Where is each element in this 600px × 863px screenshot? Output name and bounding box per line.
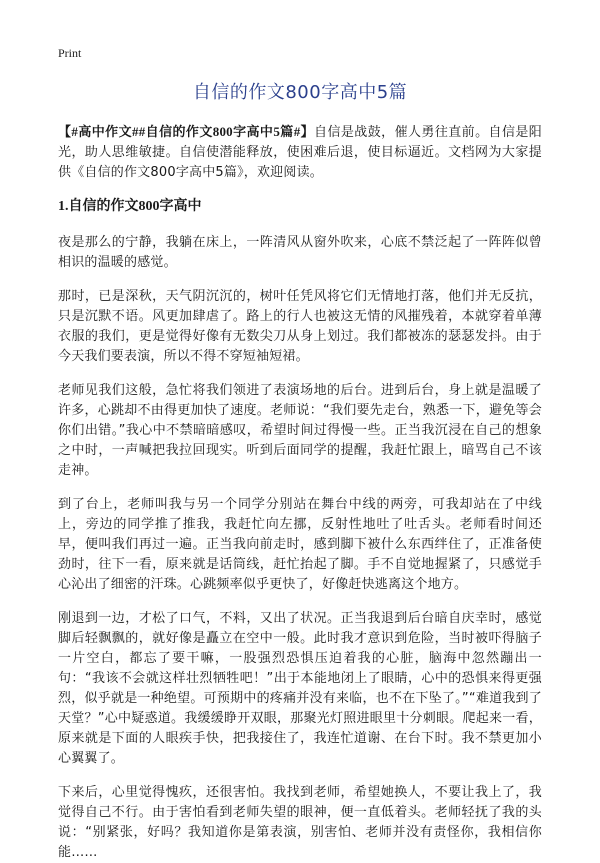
document-body [58, 122, 542, 860]
intro-tag: 【#高中作文##自信的作文800字高中5篇#】 [58, 124, 315, 139]
body-paragraph: 夜是那么的宁静，我躺在床上，一阵清风从窗外吹来，心底不禁泛起了一阵阵似曾相识的温暖的感觉。 [58, 235, 542, 270]
print-label[interactable]: Print [58, 46, 82, 60]
section-heading: 1.自信的作文800字高中 [58, 199, 202, 214]
document-title: 自信的作文800字高中5篇 [192, 82, 408, 103]
body-paragraph: 那时，已是深秋，天气阴沉沉的，树叶任凭风将它们无情地打落，他们并无反抗，只是沉默不语。风更加肆虐了。路上的行人也被这无情的风摧残着，本就穿着单薄衣服的我们，更是觉得好像有无数尖刀从身上划过。我们都被冻的瑟瑟发抖。由于今天我们要表演，所以不得不穿短袖短裙。 [58, 289, 542, 364]
intro-paragraph [58, 122, 542, 183]
body-paragraph: 刚退到一边，才松了口气，不料，又出了状况。正当我退到后台暗自庆幸时，感觉脚后轻飘飘的，就好像是矗立在空中一般。此时我才意识到危险，当时被吓得脑子一片空白，都忘了要干嘛，一股强烈恐惧压迫着我的心脏，脑海中忽然蹦出一句：“我该不会就这样壮烈牺牲吧！”出于本能地闭上了眼睛，心中的恐惧来得更强烈，似乎就是一种绝望。可预期中的疼痛并没有来临，也不在下坠了。”“难道我到了天堂？”心中疑惑道。我缓缓睁开双眼，那聚光灯照进眼里十分刺眼。爬起来一看，原来就是下面的人眼疾手快，把我接住了，我连忙道谢、在台下时。我不禁更加小心翼翼了。 [58, 611, 542, 766]
body-paragraph: 到了台上，老师叫我与另一个同学分别站在舞台中线的两旁，可我却站在了中线上，旁边的同学推了推我，我赶忙向左挪，反射性地吐了吐舌头。老师看时间还早，便叫我们再过一遍。正当我向前走时，感到脚下被什么东西绊住了，正准备使劲时，往下一看，原来就是话筒线，赶忙抬起了脚。手不自觉地握紧了，只感觉手心沁出了细密的汗珠。心跳频率似乎更快了，好像赶快逃离这个地方。 [58, 497, 542, 592]
body-paragraph: 下来后，心里觉得愧疚，还很害怕。我找到老师，希望她换人，不要让我上了，我觉得自己不行。由于害怕看到老师失望的眼神，便一直低着头。老师轻抚了我的头说：“别紧张，好吗？我知道你是第表演，别害怕、老师并没有责怪你，我相信你能…… [58, 785, 542, 860]
body-paragraph: 老师见我们这般，急忙将我们领进了表演场地的后台。进到后台，身上就是温暖了许多，心跳却不由得更加快了速度。老师说：“我们要先走台，熟悉一下，避免等会你们出错。”我心中不禁暗暗感叹，希望时间过得慢一些。正当我沉浸在自己的想象之中时，一声喊把我拉回现实。听到后面同学的提醒，我赶忙跟上，暗骂自己不该走神。 [58, 383, 542, 478]
intro-text: 自信是战鼓，催人勇往直前。自信是阳光，助人思维敏捷。自信使潜能释放，使困难后退，使目标逼近。文档网为大家提供《自信的作文800字高中5篇》，欢迎阅读。 [58, 125, 542, 180]
